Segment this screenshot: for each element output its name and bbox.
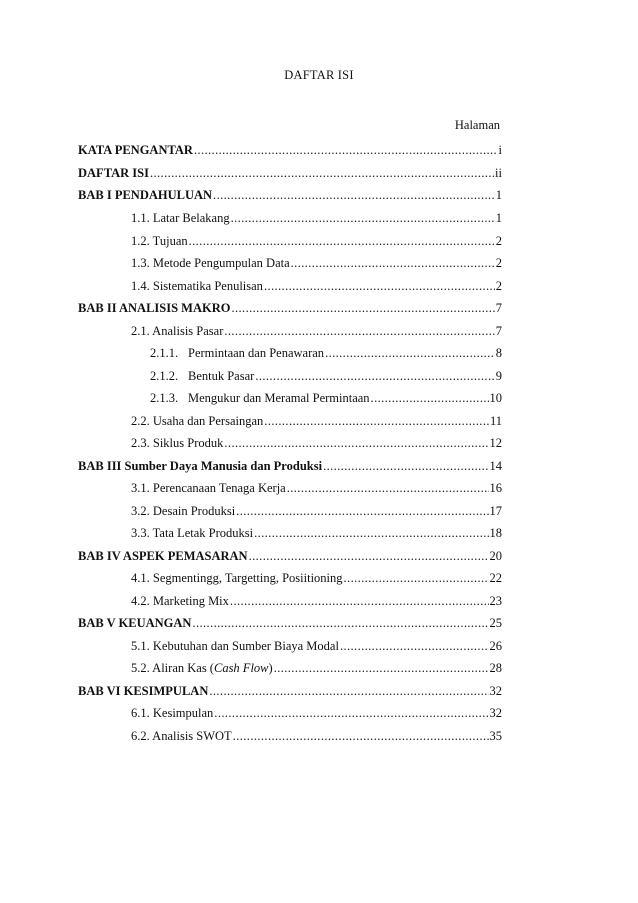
toc-entry-text: Mengukur dan Meramal Permintaan: [188, 391, 370, 405]
toc-entry-page: i: [498, 143, 502, 157]
toc-entry-page: 2: [495, 279, 502, 293]
toc-entry-label: 6.2. Analisis SWOT: [131, 729, 232, 743]
dot-leader: [224, 324, 494, 339]
toc-entry[interactable]: [131, 481, 502, 496]
dot-leader: [323, 459, 488, 474]
toc-entry-page: 14: [489, 459, 502, 473]
dot-leader: [325, 346, 495, 361]
dot-leader: [233, 729, 489, 744]
toc-entry-label: BAB VI KESIMPULAN: [78, 684, 209, 698]
toc-entry-label: 4.1. Segmentingg, Targetting, Posiitioning: [131, 571, 343, 585]
toc-entry-label: 4.2. Marketing Mix: [131, 594, 229, 608]
toc-entry-page: 16: [489, 481, 502, 495]
toc-entry-page: 26: [489, 639, 502, 653]
toc-entry-page: 25: [489, 616, 502, 630]
dot-leader: [213, 188, 495, 203]
toc-entry[interactable]: [78, 143, 502, 158]
toc-entry-label: 5.1. Kebutuhan dan Sumber Biaya Modal: [131, 639, 339, 653]
toc-entry[interactable]: [78, 188, 502, 203]
toc-entry-page: 7: [495, 324, 502, 338]
toc-entry-page: 12: [489, 436, 502, 450]
toc-entry-page: 18: [489, 526, 502, 540]
toc-entry-label: 3.1. Perencanaan Tenaga Kerja: [131, 481, 286, 495]
dot-leader: [231, 211, 495, 226]
dot-leader: [371, 391, 489, 406]
toc-entry[interactable]: [131, 324, 502, 339]
toc-entry-number: 2.1.2.: [150, 369, 179, 383]
toc-entry-label: 6.1. Kesimpulan: [131, 706, 214, 720]
toc-entry-label: DAFTAR ISI: [78, 166, 149, 180]
dot-leader: [214, 706, 488, 721]
toc-entry-text: ): [268, 661, 273, 675]
toc-entry[interactable]: [131, 436, 502, 451]
toc-entry-label: 2.1. Analisis Pasar: [131, 324, 224, 338]
toc-entry-label: [150, 346, 324, 361]
toc-entry-label: 1.1. Latar Belakang: [131, 211, 230, 225]
toc-entry-label: [131, 661, 273, 676]
toc-entry-page: 2: [495, 234, 502, 248]
toc-entry[interactable]: [131, 279, 502, 294]
dot-leader: [291, 256, 495, 271]
toc-entry-label: 1.4. Sistematika Penulisan: [131, 279, 263, 293]
toc-entry[interactable]: [78, 616, 502, 631]
dot-leader: [194, 143, 498, 158]
toc-entry-label: BAB IV ASPEK PEMASARAN: [78, 549, 248, 563]
dot-leader: [224, 436, 488, 451]
dot-leader: [264, 279, 495, 294]
toc-entry[interactable]: [131, 504, 502, 519]
dot-leader: [255, 369, 494, 384]
dot-leader: [189, 234, 495, 249]
dot-leader: [192, 616, 488, 631]
dot-leader: [236, 504, 488, 519]
toc-entry-label: [150, 391, 370, 406]
toc-entry[interactable]: [131, 639, 502, 654]
toc-entry-page: 11: [489, 414, 502, 428]
toc-entry[interactable]: [78, 166, 502, 181]
dot-leader: [287, 481, 489, 496]
toc-entry-italic-text: Cash Flow: [213, 661, 269, 675]
toc-entry[interactable]: [131, 729, 502, 744]
toc-entry-label: KATA PENGANTAR: [78, 143, 193, 157]
toc-entry[interactable]: [131, 571, 502, 586]
toc-entry-page: ii: [495, 166, 502, 180]
toc-entry[interactable]: [150, 391, 502, 406]
toc-entry[interactable]: [131, 526, 502, 541]
toc-entry[interactable]: [150, 346, 502, 361]
dot-leader: [254, 526, 488, 541]
toc-entry-text: Permintaan dan Penawaran: [188, 346, 325, 360]
dot-leader: [230, 594, 489, 609]
dot-leader: [150, 166, 494, 181]
toc-entry-page: 1: [495, 211, 502, 225]
toc-entry-page: 17: [489, 504, 502, 518]
toc-entry-label: 1.2. Tujuan: [131, 234, 188, 248]
toc-entry[interactable]: [78, 301, 502, 316]
toc-entry-page: 20: [489, 549, 502, 563]
toc-entry-label: 2.2. Usaha dan Persaingan: [131, 414, 264, 428]
toc-entry-label: 1.3. Metode Pengumpulan Data: [131, 256, 290, 270]
toc-entry-page: 1: [495, 188, 502, 202]
toc-entry[interactable]: [78, 684, 502, 699]
dot-leader: [209, 684, 488, 699]
toc-entry-page: 32: [489, 706, 502, 720]
toc-entry[interactable]: [131, 661, 502, 676]
toc-entry-text: Bentuk Pasar: [188, 369, 255, 383]
toc-entry-label: [150, 369, 254, 384]
toc-entry-label: BAB I PENDAHULUAN: [78, 188, 213, 202]
toc-entry[interactable]: [78, 459, 502, 474]
dot-leader: [264, 414, 489, 429]
toc-entry[interactable]: [131, 594, 502, 609]
toc-entry[interactable]: [131, 414, 502, 429]
toc-entry-page: 8: [495, 346, 502, 360]
dot-leader: [344, 571, 489, 586]
toc-entry-page: 7: [495, 301, 502, 315]
toc-entry[interactable]: [150, 369, 502, 384]
toc-entry-number: 2.1.1.: [150, 346, 179, 360]
toc-entry-page: 10: [489, 391, 502, 405]
toc-entry-label: BAB III Sumber Daya Manusia dan Produksi: [78, 459, 323, 473]
dot-leader: [340, 639, 489, 654]
toc-entry-page: 32: [489, 684, 502, 698]
toc-entry[interactable]: [78, 549, 502, 564]
toc-entry-label: BAB V KEUANGAN: [78, 616, 192, 630]
dot-leader: [274, 661, 489, 676]
toc-entry-page: 22: [489, 571, 502, 585]
toc-entry[interactable]: [131, 256, 502, 271]
toc-entry-page: 2: [495, 256, 502, 270]
dot-leader: [249, 549, 489, 564]
page-title: DAFTAR ISI: [284, 68, 354, 82]
toc-entry-label: BAB II ANALISIS MAKRO: [78, 301, 231, 315]
toc-entry[interactable]: [131, 234, 502, 249]
toc-entry-page: 23: [489, 594, 502, 608]
toc-entry-page: 9: [495, 369, 502, 383]
toc-entry-page: 28: [489, 661, 502, 675]
toc-entry-label: 2.3. Siklus Produk: [131, 436, 224, 450]
toc-entry[interactable]: [131, 706, 502, 721]
toc-entry-label: 3.3. Tata Letak Produksi: [131, 526, 254, 540]
toc-entry[interactable]: [131, 211, 502, 226]
toc-entry-page: 35: [489, 729, 502, 743]
page-column-header: Halaman: [454, 118, 500, 132]
toc-entry-label: 3.2. Desain Produksi: [131, 504, 236, 518]
toc-entry-text: 5.2. Aliran Kas (: [131, 661, 214, 675]
dot-leader: [231, 301, 494, 316]
toc-entry-number: 2.1.3.: [150, 391, 179, 405]
